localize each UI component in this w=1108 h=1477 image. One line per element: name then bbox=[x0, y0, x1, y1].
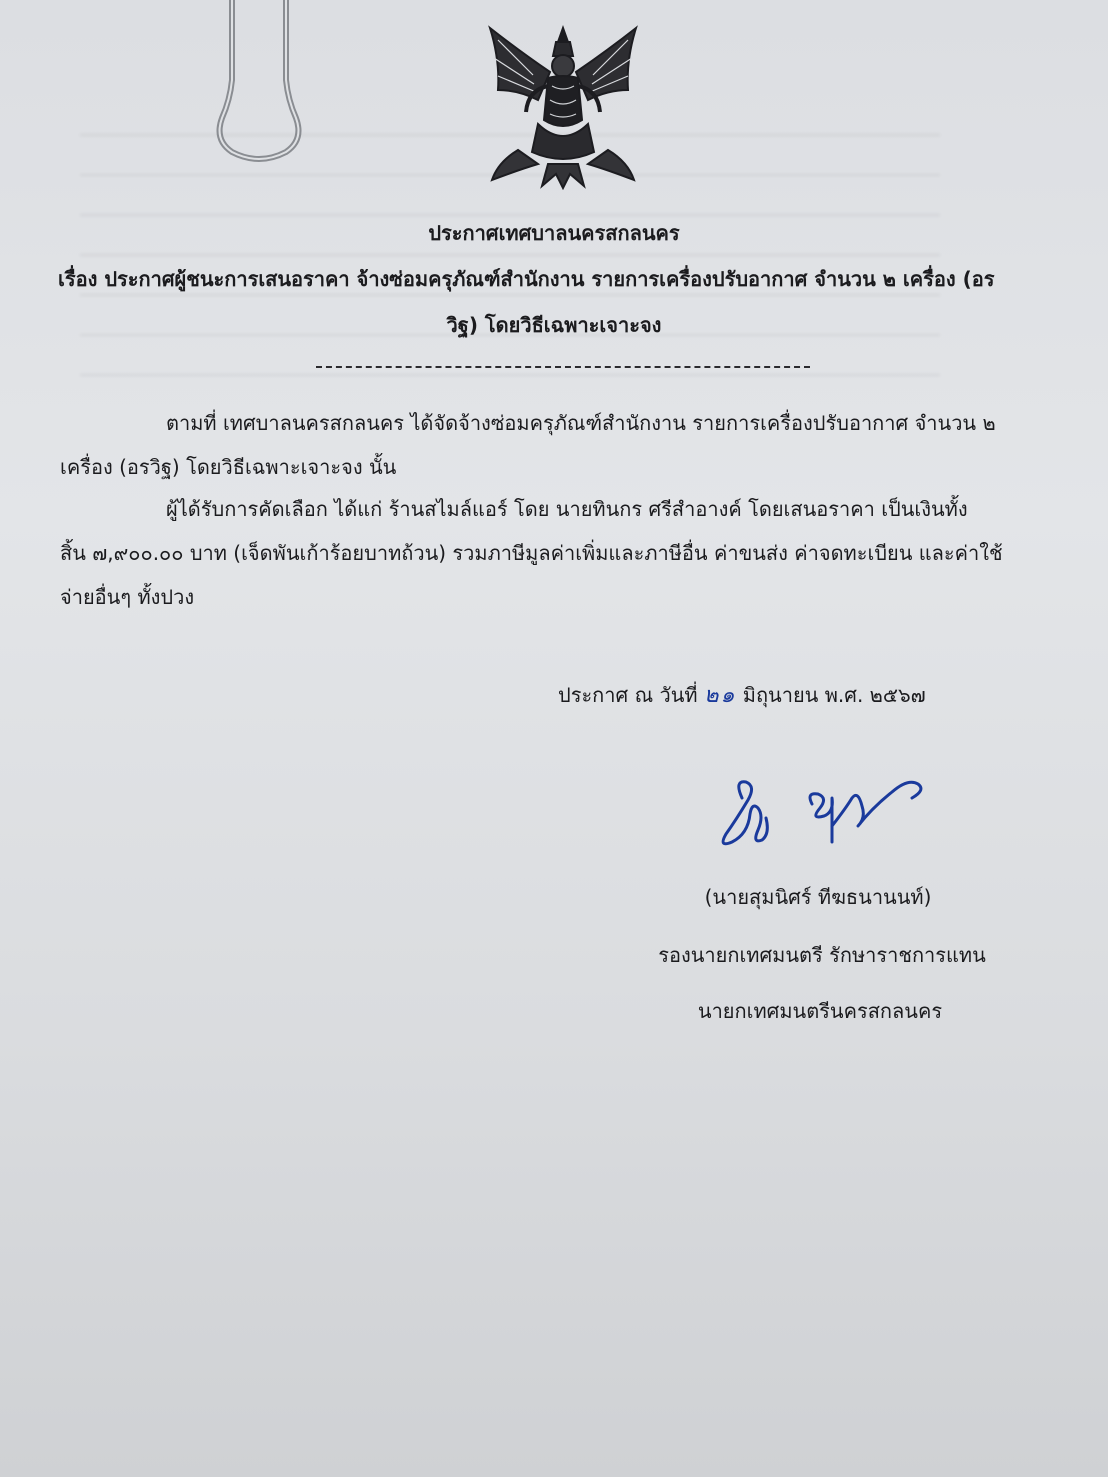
paragraph-1-line-2: เครื่อง (อรวิฐ) โดยวิธีเฉพาะเจาะจง นั้น bbox=[60, 455, 397, 479]
binder-clip-icon bbox=[214, 0, 304, 165]
paragraph-2-line-3: จ่ายอื่นๆ ทั้งปวง bbox=[60, 585, 195, 609]
signer-name: (นายสุมนิศร์ ทีฆธนานนท์) bbox=[704, 885, 932, 909]
garuda-emblem-icon bbox=[478, 20, 648, 190]
date-day-handwritten: ๒๑ bbox=[703, 683, 737, 708]
document-subject-line-2: วิฐ) โดยวิธีเฉพาะเจาะจง bbox=[446, 313, 662, 337]
paragraph-1-line-1: ตามที่ เทศบาลนครสกลนคร ได้จัดจ้างซ่อมครุภัณฑ์สำนักงาน รายการเครื่องปรับอากาศ จำนวน ๒ bbox=[166, 411, 996, 435]
dashed-divider bbox=[316, 366, 810, 368]
handwritten-signature bbox=[712, 768, 942, 858]
paragraph-2-line-2: สิ้น ๗,๙๐๐.๐๐ บาท (เจ็ดพันเก้าร้อยบาทถ้วน) รวมภาษีมูลค่าเพิ่มและภาษีอื่น ค่าขนส่ง ค่าจดทะเบียน และค่าใช้ bbox=[60, 541, 1003, 565]
date-prefix: ประกาศ ณ วันที่ bbox=[558, 683, 698, 707]
signer-position-1: รองนายกเทศมนตรี รักษาราชการแทน bbox=[658, 943, 986, 967]
date-suffix: มิถุนายน พ.ศ. ๒๕๖๗ bbox=[742, 683, 926, 707]
signer-position-2: นายกเทศมนตรีนครสกลนคร bbox=[697, 999, 943, 1023]
document-title: ประกาศเทศบาลนครสกลนคร bbox=[428, 221, 680, 245]
document-subject-line-1: เรื่อง ประกาศผู้ชนะการเสนอราคา จ้างซ่อมครุภัณฑ์สำนักงาน รายการเครื่องปรับอากาศ จำนวน ๒ เครื่อง (อร bbox=[58, 267, 995, 291]
paragraph-2-line-1: ผู้ได้รับการคัดเลือก ได้แก่ ร้านสไมล์แอร์ โดย นายทินกร ศรีสำอางค์ โดยเสนอราคา เป็นเงินทั้ง bbox=[166, 497, 968, 521]
announcement-date bbox=[558, 680, 926, 711]
